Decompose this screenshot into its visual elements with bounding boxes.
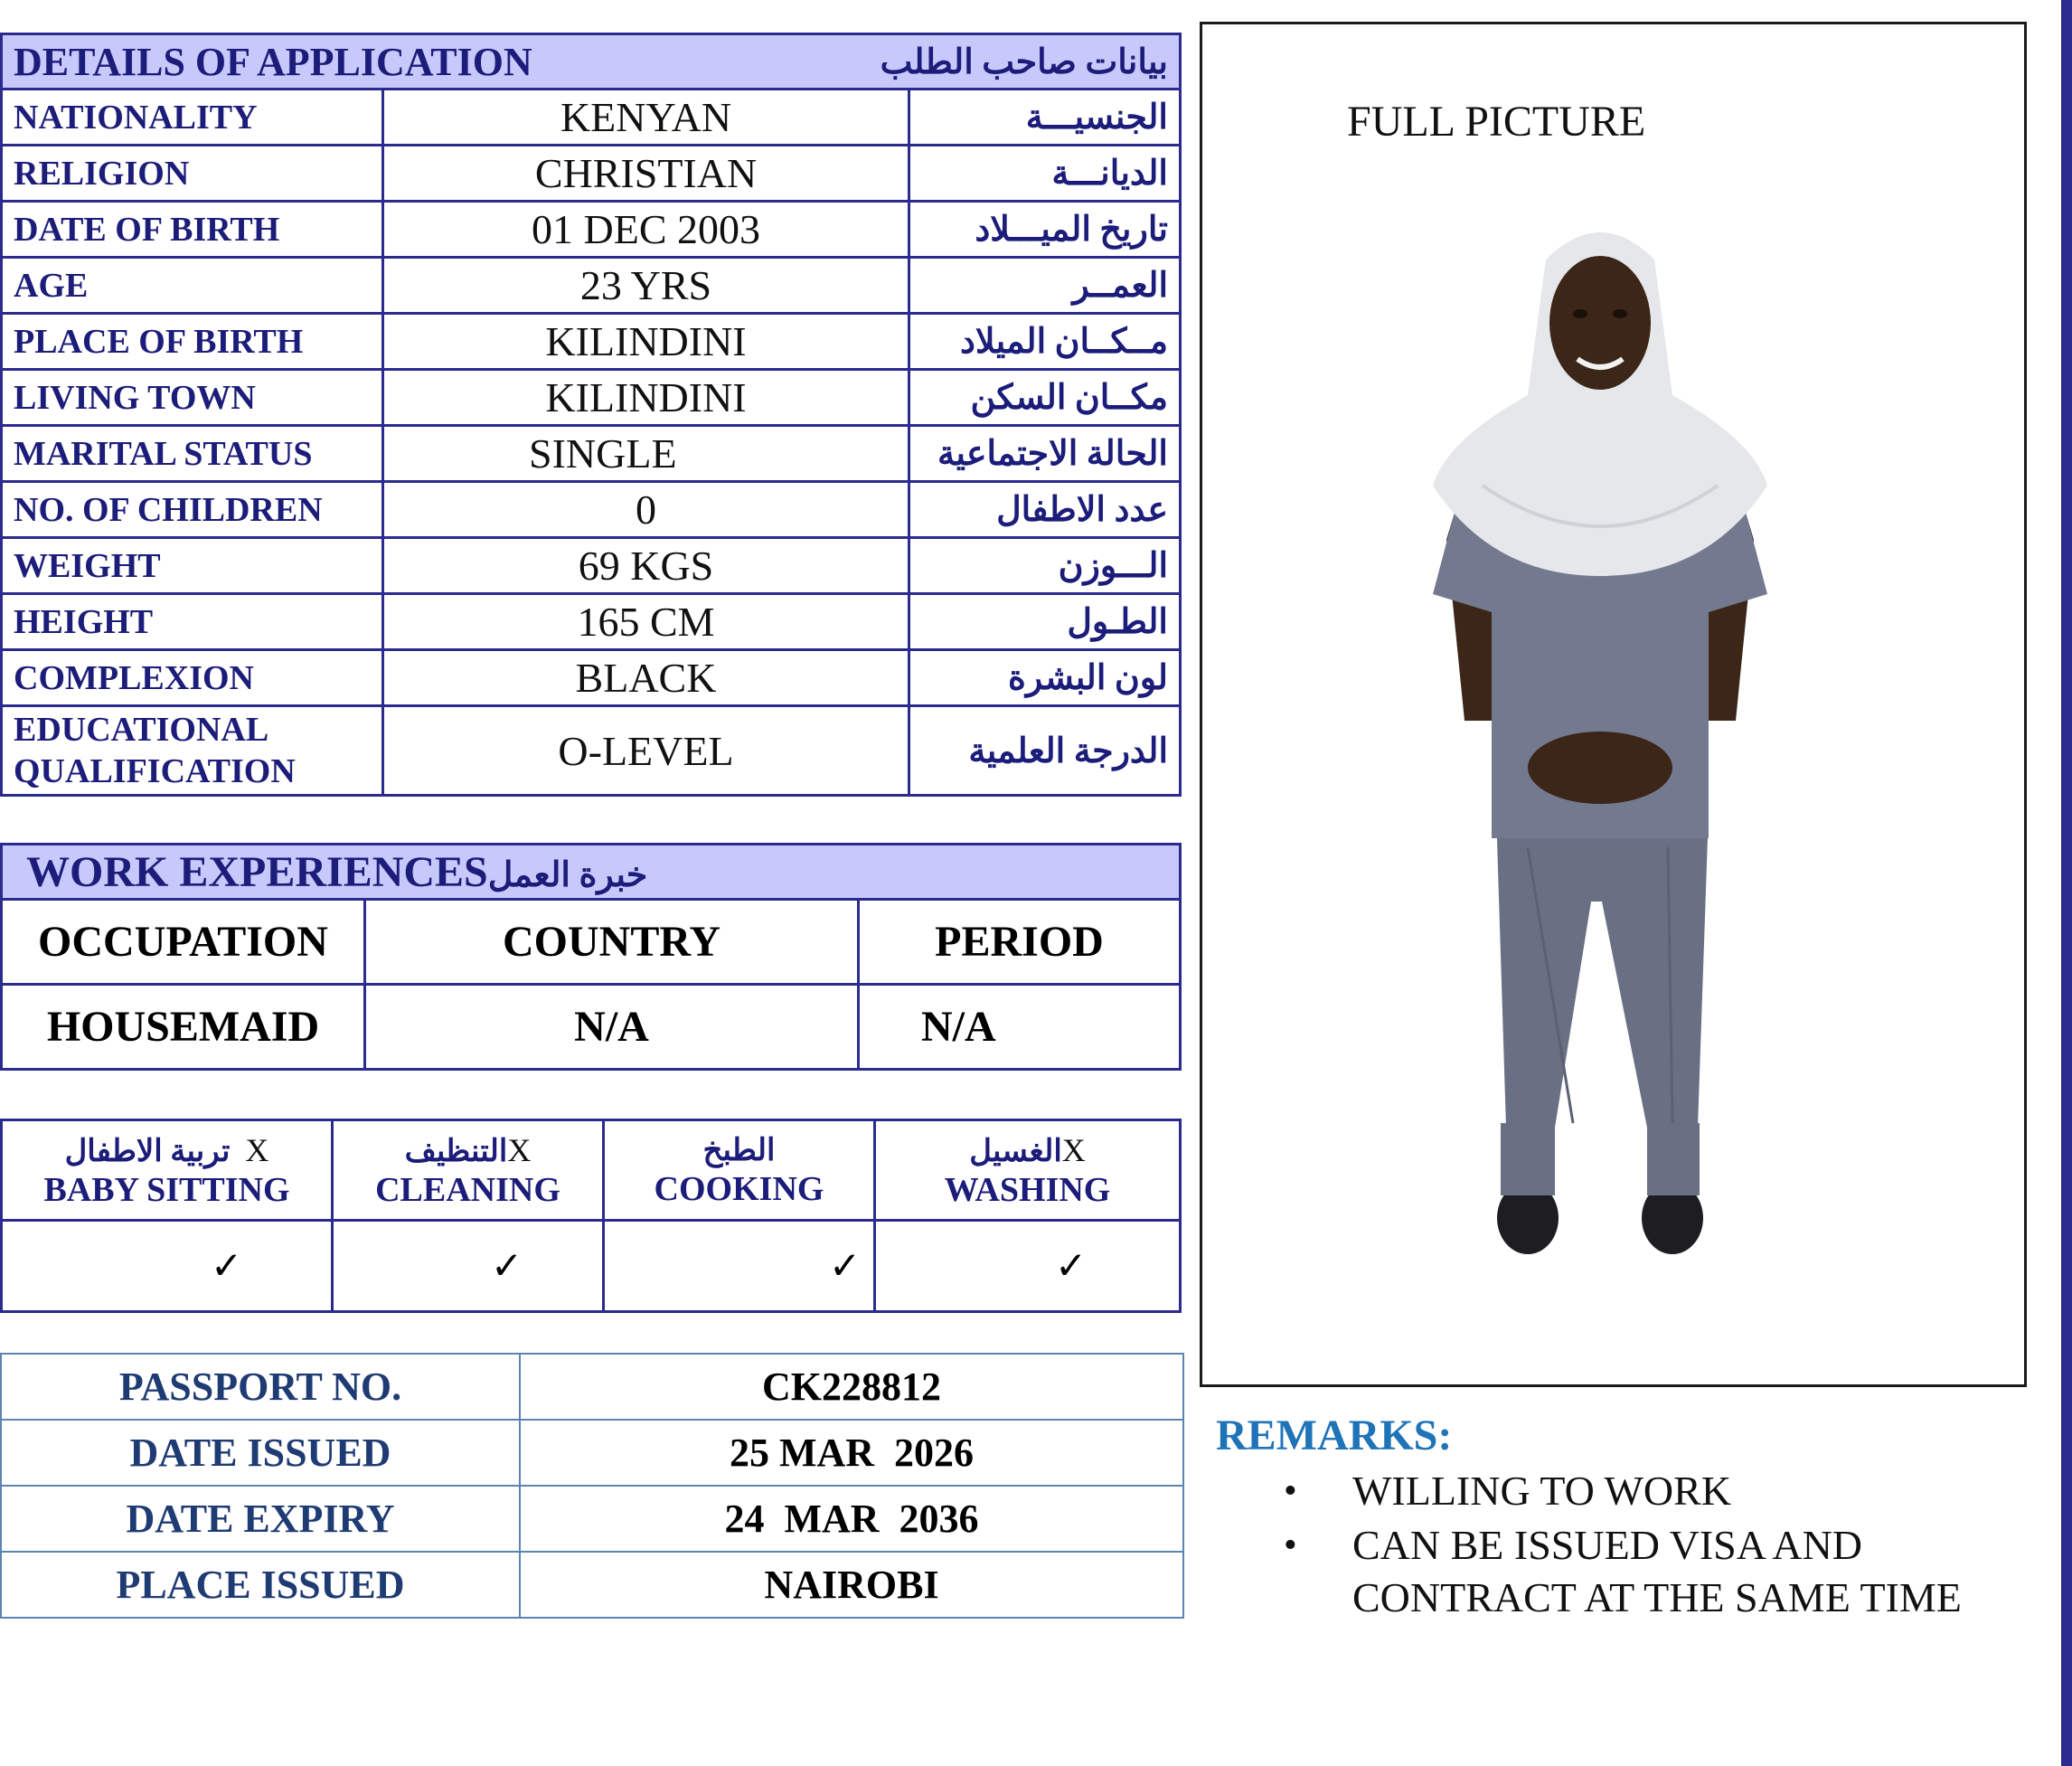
nationality-value: KENYAN <box>383 90 909 146</box>
living-town-label-ar: مكــان السكن <box>909 370 1181 426</box>
skill-washing-ar: الغسيل <box>969 1135 1062 1168</box>
skill-cooking <box>604 1120 875 1221</box>
check-icon: ✓ <box>2 1221 333 1312</box>
skill-cleaning-label: CLEANING <box>375 1171 560 1209</box>
height-value: 165 CM <box>383 594 909 650</box>
weight-label-ar: الـــوزن <box>909 538 1181 594</box>
skill-cooking-ar: الطبخ <box>702 1134 776 1167</box>
children-value: 0 <box>383 482 909 538</box>
dob-label: DATE OF BIRTH <box>2 202 383 258</box>
marital-status-label-ar: الحالة الاجتماعية <box>909 426 1181 482</box>
details-row <box>2 594 1181 650</box>
date-issued-label: DATE ISSUED <box>1 1420 520 1486</box>
details-title-en: DETAILS OF APPLICATION <box>14 39 532 84</box>
living-town-value: KILINDINI <box>383 370 909 426</box>
details-row <box>2 258 1181 314</box>
education-label-ar: الدرجة العلمية <box>909 706 1181 796</box>
details-row <box>2 202 1181 258</box>
passport-table <box>0 1353 1184 1619</box>
living-town-label: LIVING TOWN <box>2 370 383 426</box>
work-header-row <box>2 845 1181 900</box>
details-row <box>2 426 1181 482</box>
weight-value: 69 KGS <box>383 538 909 594</box>
passport-row <box>1 1552 1183 1618</box>
religion-label: RELIGION <box>2 146 383 202</box>
place-issued-value: NAIROBI <box>520 1552 1183 1618</box>
education-row <box>2 706 1181 796</box>
date-expiry-value: 24 MAR 2036 <box>520 1486 1183 1552</box>
period-column-header: PERIOD <box>859 900 1181 985</box>
details-row <box>2 482 1181 538</box>
country-value: N/A <box>365 985 859 1070</box>
check-icon: ✓ <box>604 1221 875 1312</box>
skill-baby-sitting-ar: تربية الاطفال <box>64 1135 231 1168</box>
children-label: NO. OF CHILDREN <box>2 482 383 538</box>
details-row <box>2 650 1181 706</box>
occupation-value: HOUSEMAID <box>2 985 365 1070</box>
skill-baby-sitting-mark: X <box>245 1132 269 1168</box>
work-title-ar: خبرة العمل <box>487 855 648 894</box>
skill-baby-sitting-label: BABY SITTING <box>43 1171 290 1209</box>
passport-row <box>1 1420 1183 1486</box>
education-label <box>2 706 383 796</box>
religion-label-ar: الديانـــة <box>909 146 1181 202</box>
work-data-row <box>2 985 1181 1070</box>
country-column-header: COUNTRY <box>365 900 859 985</box>
weight-label: WEIGHT <box>2 538 383 594</box>
work-title-en: WORK EXPERIENCES <box>26 847 488 896</box>
children-label-ar: عدد الاطفال <box>909 482 1181 538</box>
dob-value: 01 DEC 2003 <box>383 202 909 258</box>
details-row <box>2 370 1181 426</box>
period-value: N/A <box>859 985 1181 1070</box>
date-issued-value: 25 MAR 2026 <box>520 1420 1183 1486</box>
complexion-value: BLACK <box>383 650 909 706</box>
page-edge-bar <box>2061 0 2072 1766</box>
age-value: 23 YRS <box>383 258 909 314</box>
dob-label-ar: تاريخ الميـــلاد <box>909 202 1181 258</box>
passport-no-label: PASSPORT NO. <box>1 1354 520 1420</box>
work-columns-row <box>2 900 1181 985</box>
details-title-ar: بيانات صاحب الطلب <box>909 34 1181 90</box>
passport-no-value: CK228812 <box>520 1354 1183 1420</box>
height-label: HEIGHT <box>2 594 383 650</box>
education-value: O-LEVEL <box>383 706 909 796</box>
skill-cooking-label: COOKING <box>654 1170 824 1208</box>
details-row <box>2 146 1181 202</box>
work-experience-table <box>0 843 1182 1071</box>
details-header-row <box>2 34 1181 90</box>
details-row <box>2 314 1181 370</box>
remark-item: • CAN BE ISSUED VISA AND CONTRACT AT THE SAME TIME <box>1284 1519 2061 1624</box>
full-picture-label: FULL PICTURE <box>1347 98 1646 146</box>
age-label: AGE <box>2 258 383 314</box>
skill-washing-mark: X <box>1061 1132 1086 1168</box>
date-expiry-label: DATE EXPIRY <box>1 1486 520 1552</box>
skill-cleaning <box>333 1120 604 1221</box>
check-icon: ✓ <box>333 1221 604 1312</box>
application-details-table <box>0 33 1182 797</box>
place-of-birth-label-ar: مــكــان الميلاد <box>909 314 1181 370</box>
marital-status-label: MARITAL STATUS <box>2 426 383 482</box>
complexion-label-ar: لون البشرة <box>909 650 1181 706</box>
skill-washing <box>875 1120 1181 1221</box>
details-row <box>2 538 1181 594</box>
height-label-ar: الطـول <box>909 594 1181 650</box>
nationality-label-ar: الجنسيـــة <box>909 90 1181 146</box>
details-row <box>2 90 1181 146</box>
occupation-column-header: OCCUPATION <box>2 900 365 985</box>
age-label-ar: العمــر <box>909 258 1181 314</box>
remark-item: • WILLING TO WORK <box>1284 1465 2061 1517</box>
remarks-title: REMARKS: <box>1216 1412 1453 1459</box>
education-label-line1: EDUCATIONAL <box>14 711 269 749</box>
religion-value: CHRISTIAN <box>383 146 909 202</box>
full-picture-frame <box>1200 22 2027 1387</box>
skill-baby-sitting <box>2 1120 333 1221</box>
skills-check-row <box>2 1221 1181 1312</box>
place-of-birth-value: KILINDINI <box>383 314 909 370</box>
skill-washing-label: WASHING <box>944 1171 1111 1209</box>
passport-row <box>1 1354 1183 1420</box>
marital-status-value: SINGLE <box>383 426 909 482</box>
place-of-birth-label: PLACE OF BIRTH <box>2 314 383 370</box>
passport-row <box>1 1486 1183 1552</box>
nationality-label: NATIONALITY <box>2 90 383 146</box>
skill-cleaning-mark: X <box>507 1132 532 1168</box>
applicant-full-photo <box>1410 214 1790 1263</box>
education-label-line2: QUALIFICATION <box>14 752 296 790</box>
complexion-label: COMPLEXION <box>2 650 383 706</box>
remarks-list <box>1284 1465 2061 1626</box>
skills-table <box>0 1119 1182 1313</box>
check-icon: ✓ <box>875 1221 1181 1312</box>
place-issued-label: PLACE ISSUED <box>1 1552 520 1618</box>
skill-cleaning-ar: التنظيف <box>404 1135 508 1168</box>
skills-header-row <box>2 1120 1181 1221</box>
